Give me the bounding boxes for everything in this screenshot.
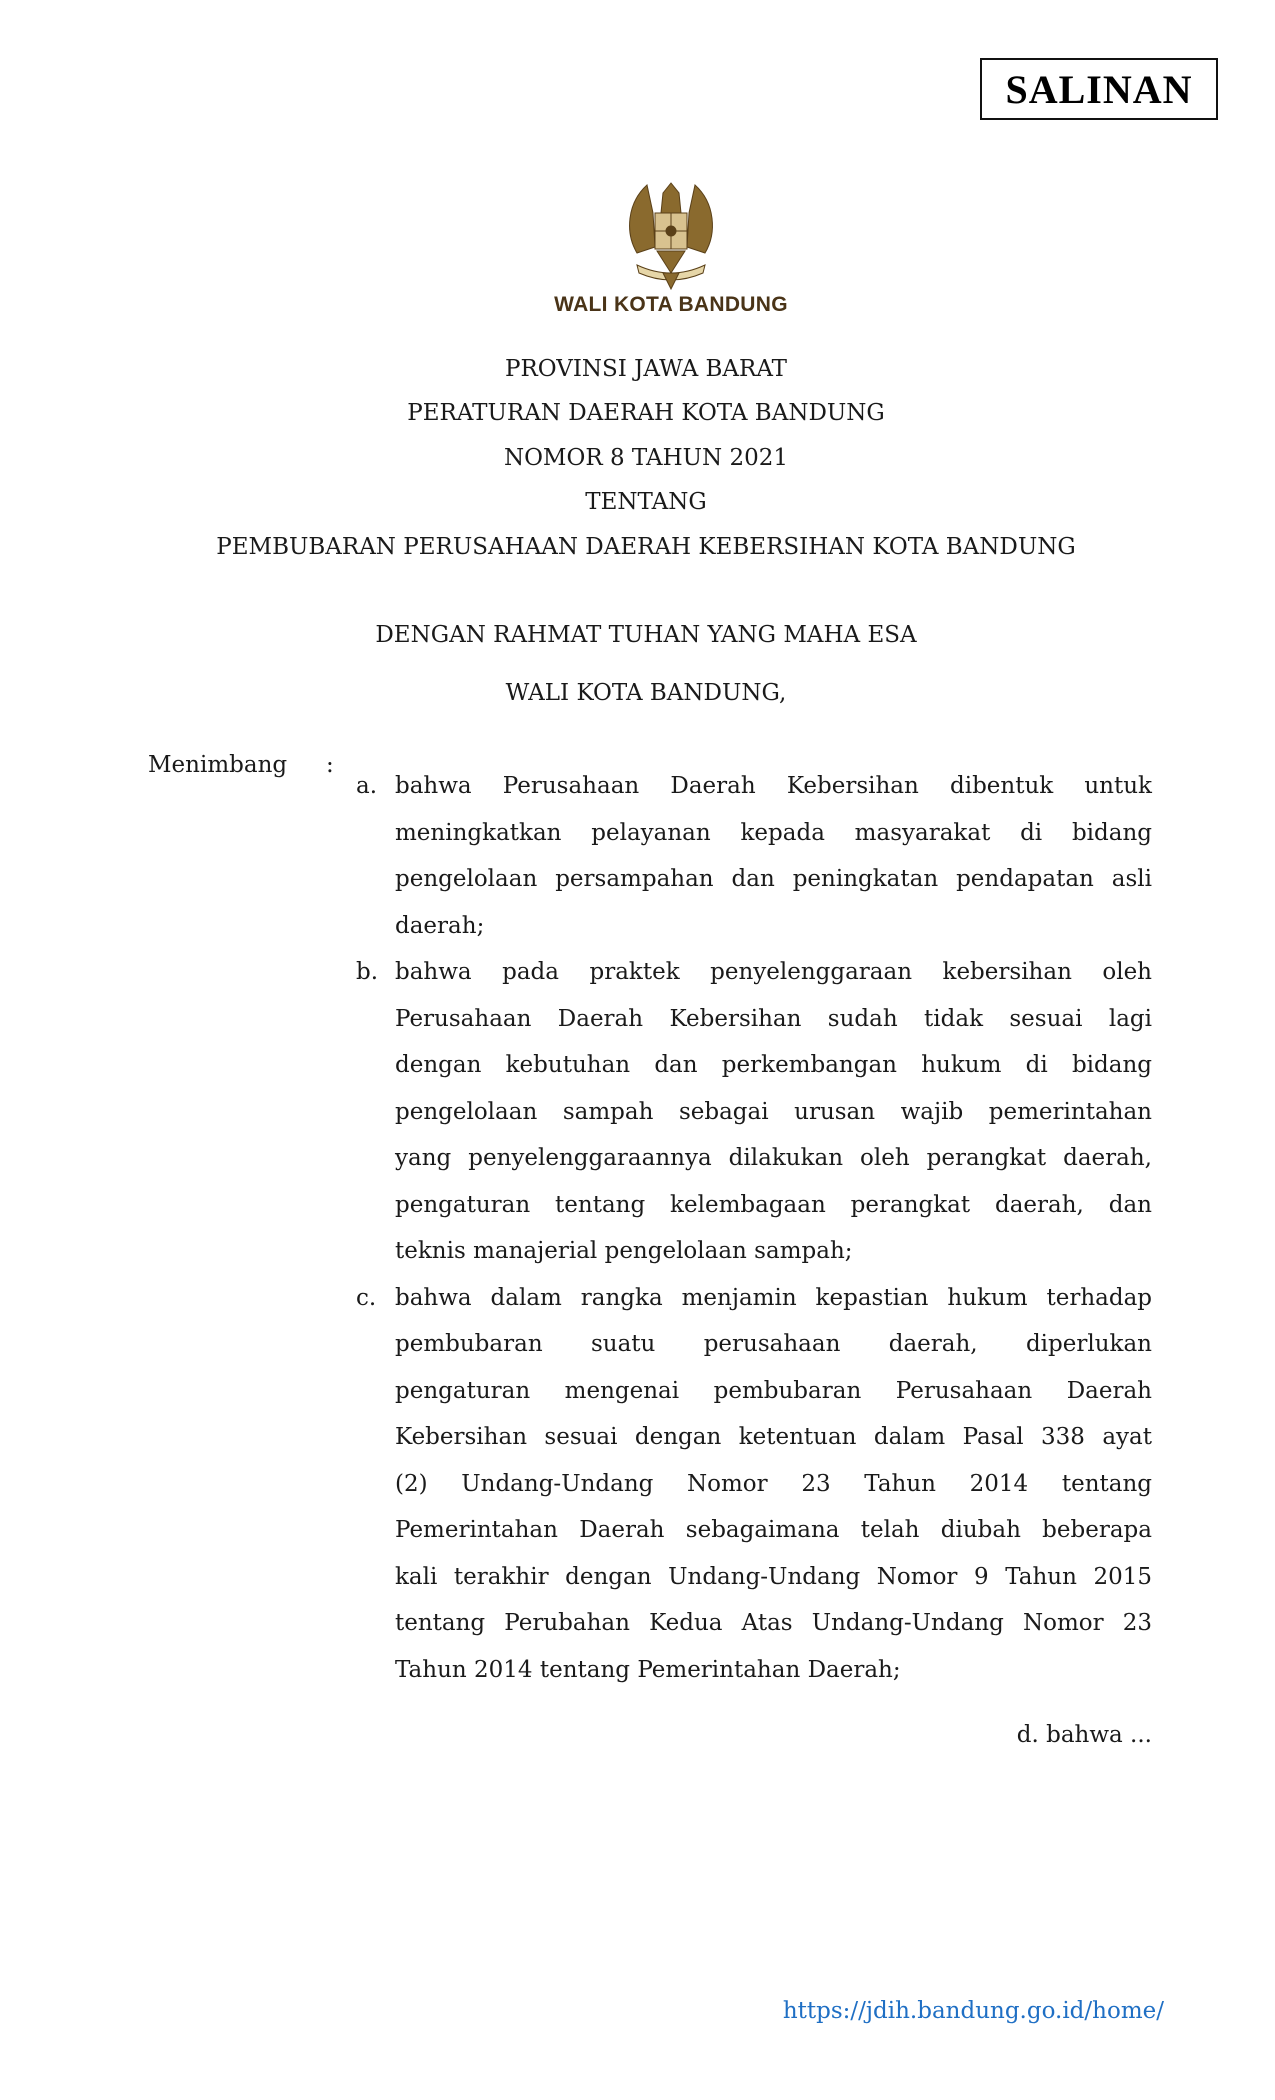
menimbang-colon: : (326, 752, 334, 778)
footer-url-link[interactable]: https://jdih.bandung.go.id/home/ (782, 1998, 1164, 2024)
wali-kota-bandung-logo (515, 165, 827, 325)
item-text-line: meningkatkan pelayanan kepada masyarakat di bidang (395, 819, 1152, 846)
regulation-title: PEMBUBARAN PERUSAHAAN DAERAH KEBERSIHAN KOTA BANDUNG (216, 534, 1076, 560)
item-text-line: tentang Perubahan Kedua Atas Undang-Undang Nomor 23 (395, 1610, 1152, 1636)
item-text-line: pengaturan mengenai pembubaran Perusahaan Daerah (395, 1377, 1152, 1404)
consideration-item (352, 1275, 1152, 1694)
item-text-line: daerah; (395, 912, 485, 939)
item-text-line: yang penyelenggaraannya dilakukan oleh perangkat daerah, (395, 1145, 1152, 1171)
consideration-item (352, 949, 1152, 1275)
item-text-line: pengelolaan persampahan dan peningkatan pendapatan asli (395, 866, 1152, 892)
regulation-number: NOMOR 8 TAHUN 2021 (503, 445, 789, 471)
item-text-line: bahwa pada praktek penyelenggaraan kebersihan oleh (395, 959, 1152, 985)
item-text-line: teknis manajerial pengelolaan sampah; (395, 1238, 853, 1264)
item-text-line: pembubaran suatu perusahaan daerah, diperlukan (395, 1331, 1152, 1357)
item-text-line: pengaturan tentang kelembagaan perangkat daerah, dan (395, 1191, 1152, 1218)
item-text-line: kali terakhir dengan Undang-Undang Nomor 9 Tahun 2015 (395, 1563, 1152, 1590)
regulation-heading: PERATURAN DAERAH KOTA BANDUNG (407, 400, 885, 426)
item-text-line: (2) Undang-Undang Nomor 23 Tahun 2014 tentang (395, 1470, 1152, 1497)
garuda-emblem-icon (607, 173, 735, 291)
issuer-line: WALI KOTA BANDUNG, (505, 680, 787, 706)
item-text-line: Kebersihan sesuai dengan ketentuan dalam Pasal 338 ayat (395, 1424, 1152, 1450)
preamble-line: DENGAN RAHMAT TUHAN YANG MAHA ESA (375, 622, 917, 648)
item-text-line: pengelolaan sampah sebagai urusan wajib pemerintahan (395, 1098, 1152, 1125)
item-text-line: bahwa Perusahaan Daerah Kebersihan dibentuk untuk (395, 773, 1152, 799)
item-text-line: Perusahaan Daerah Kebersihan sudah tidak sesuai lagi (395, 1005, 1152, 1032)
item-text-line: Pemerintahan Daerah sebagaimana telah diubah beberapa (395, 1517, 1152, 1543)
considerations-list (352, 763, 1152, 1693)
page-continuation: d. bahwa ... (1016, 1722, 1152, 1748)
logo-text: WALI KOTA BANDUNG (554, 293, 788, 316)
item-text-line: Tahun 2014 tentang Pemerintahan Daerah; (395, 1656, 901, 1683)
item-marker: b. (356, 959, 379, 985)
province-heading: PROVINSI JAWA BARAT (504, 356, 788, 382)
item-text-line: dengan kebutuhan dan perkembangan hukum di bidang (395, 1052, 1152, 1078)
menimbang-label: Menimbang (148, 752, 288, 778)
about-heading: TENTANG (585, 489, 707, 515)
consideration-item (352, 763, 1152, 949)
item-marker: c. (356, 1284, 377, 1311)
salinan-stamp: SALINAN (980, 58, 1218, 120)
item-text-line: bahwa dalam rangka menjamin kepastian hukum terhadap (395, 1284, 1152, 1311)
item-marker: a. (356, 773, 378, 799)
